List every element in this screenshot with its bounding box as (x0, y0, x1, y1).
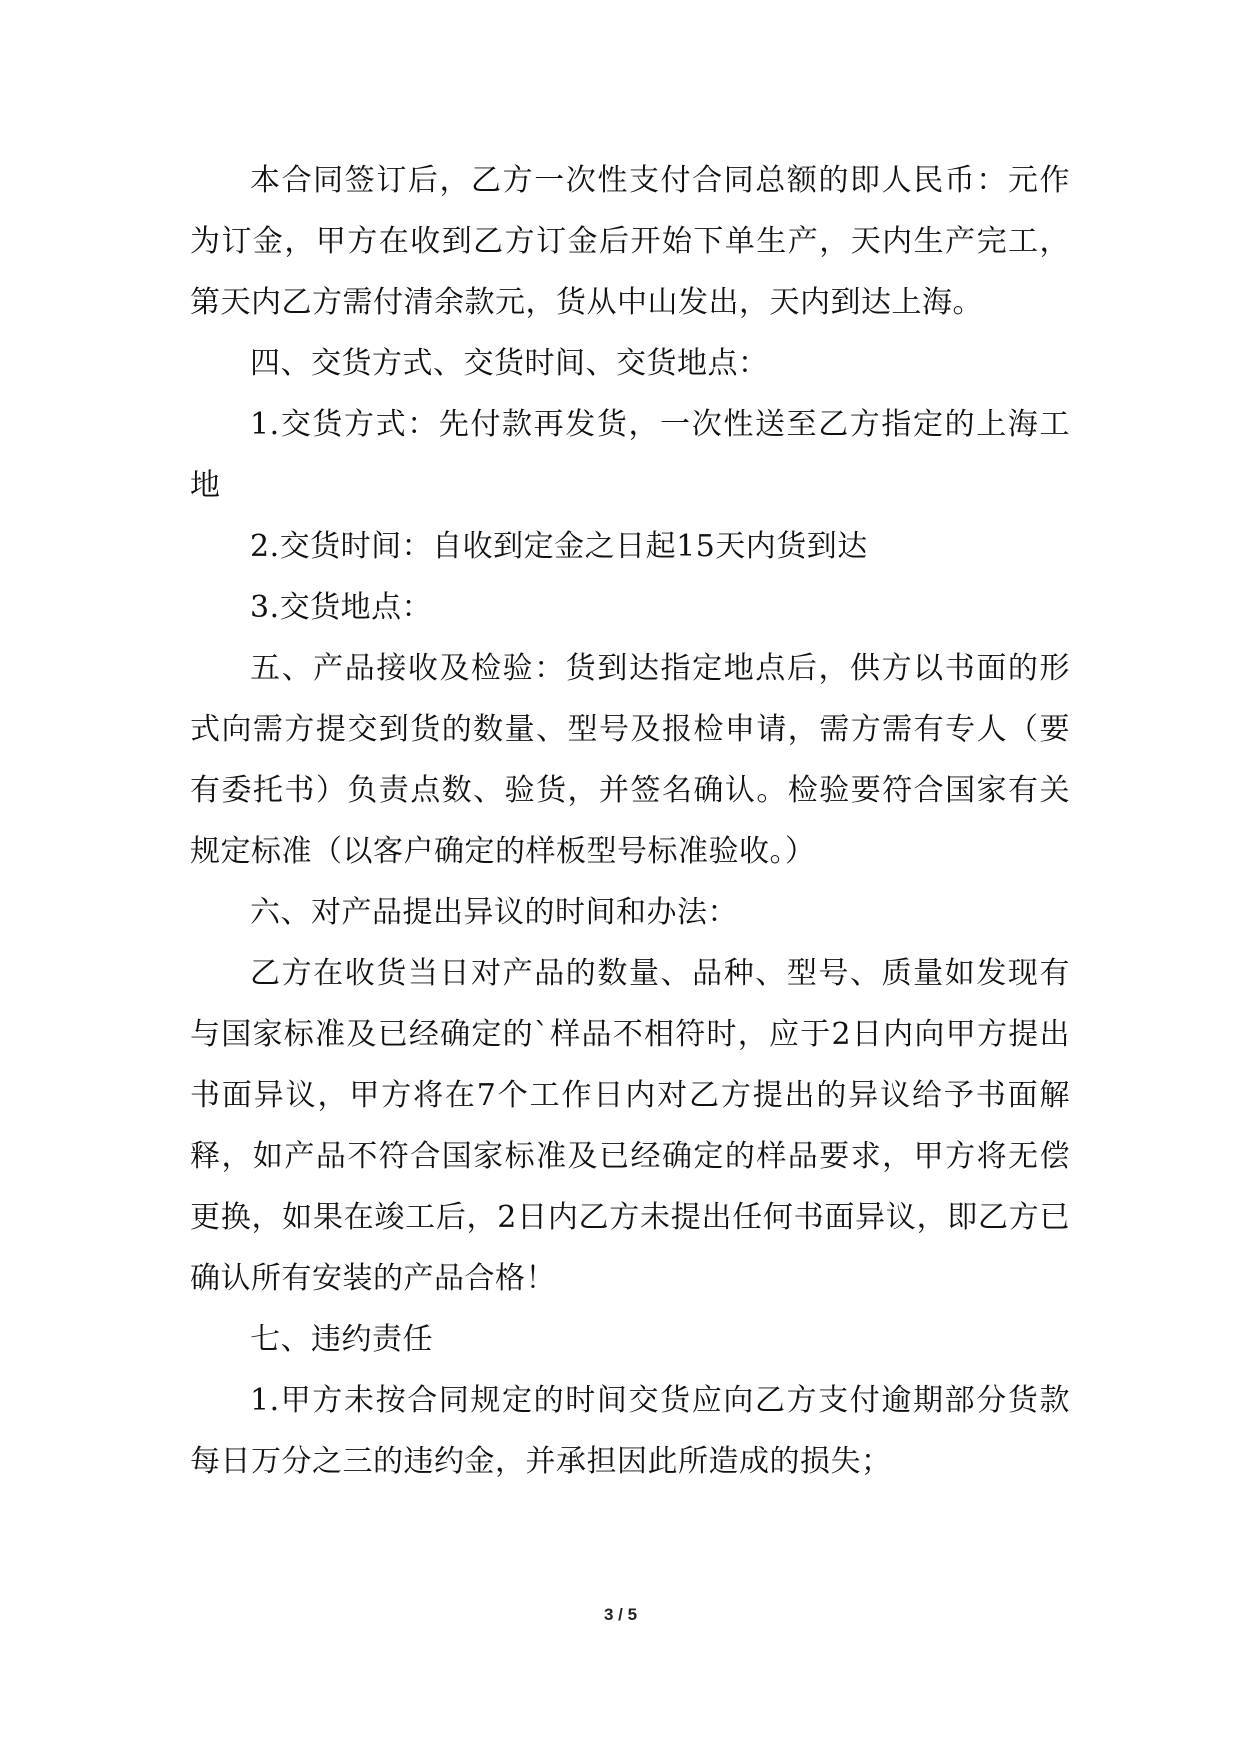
heading-liability: 七、违约责任 (250, 1322, 433, 1357)
document-body (190, 150, 1070, 1492)
heading-objections: 六、对产品提出异议的时间和办法： (250, 895, 738, 930)
paragraph-deposit-terms: 本合同签订后，乙方一次性支付合同总额的即人民币：元作为订金，甲方在收到乙方订金后开始下单生产，天内生产完工，第天内乙方需付清余款元，货从中山发出，天内到达上海。 (190, 163, 1070, 320)
paragraph-delivery-method: 1.交货方式：先付款再发货，一次性送至乙方指定的上海工地 (190, 407, 1070, 503)
paragraph-delivery-location: 3.交货地点： (250, 590, 433, 625)
heading-delivery: 四、交货方式、交货时间、交货地点： (250, 346, 769, 381)
paragraph-liability-1: 1.甲方未按合同规定的时间交货应向乙方支付逾期部分货款每日万分之三的违约金，并承担因此所造成的损失； (190, 1383, 1070, 1479)
paragraph-delivery-time: 2.交货时间：自收到定金之日起15天内货到达 (250, 529, 868, 564)
page-number: 3 / 5 (603, 1605, 638, 1624)
paragraph-inspection: 五、产品接收及检验：货到达指定地点后，供方以书面的形式向需方提交到货的数量、型号及报检申请，需方需有专人（要有委托书）负责点数、验货，并签名确认。检验要符合国家有关规定标准（以客户确定的样板型号标准验收。） (190, 651, 1070, 869)
paragraph-objections: 乙方在收货当日对产品的数量、品种、型号、质量如发现有与国家标准及已经确定的`样品不相符时，应于2日内向甲方提出书面异议，甲方将在7个工作日内对乙方提出的异议给予书面解释，如产品不符合国家标准及已经确定的样品要求，甲方将无偿更换，如果在竣工后，2日内乙方未提出任何书面异议，即乙方已确认所有安装的产品合格！ (190, 956, 1070, 1296)
